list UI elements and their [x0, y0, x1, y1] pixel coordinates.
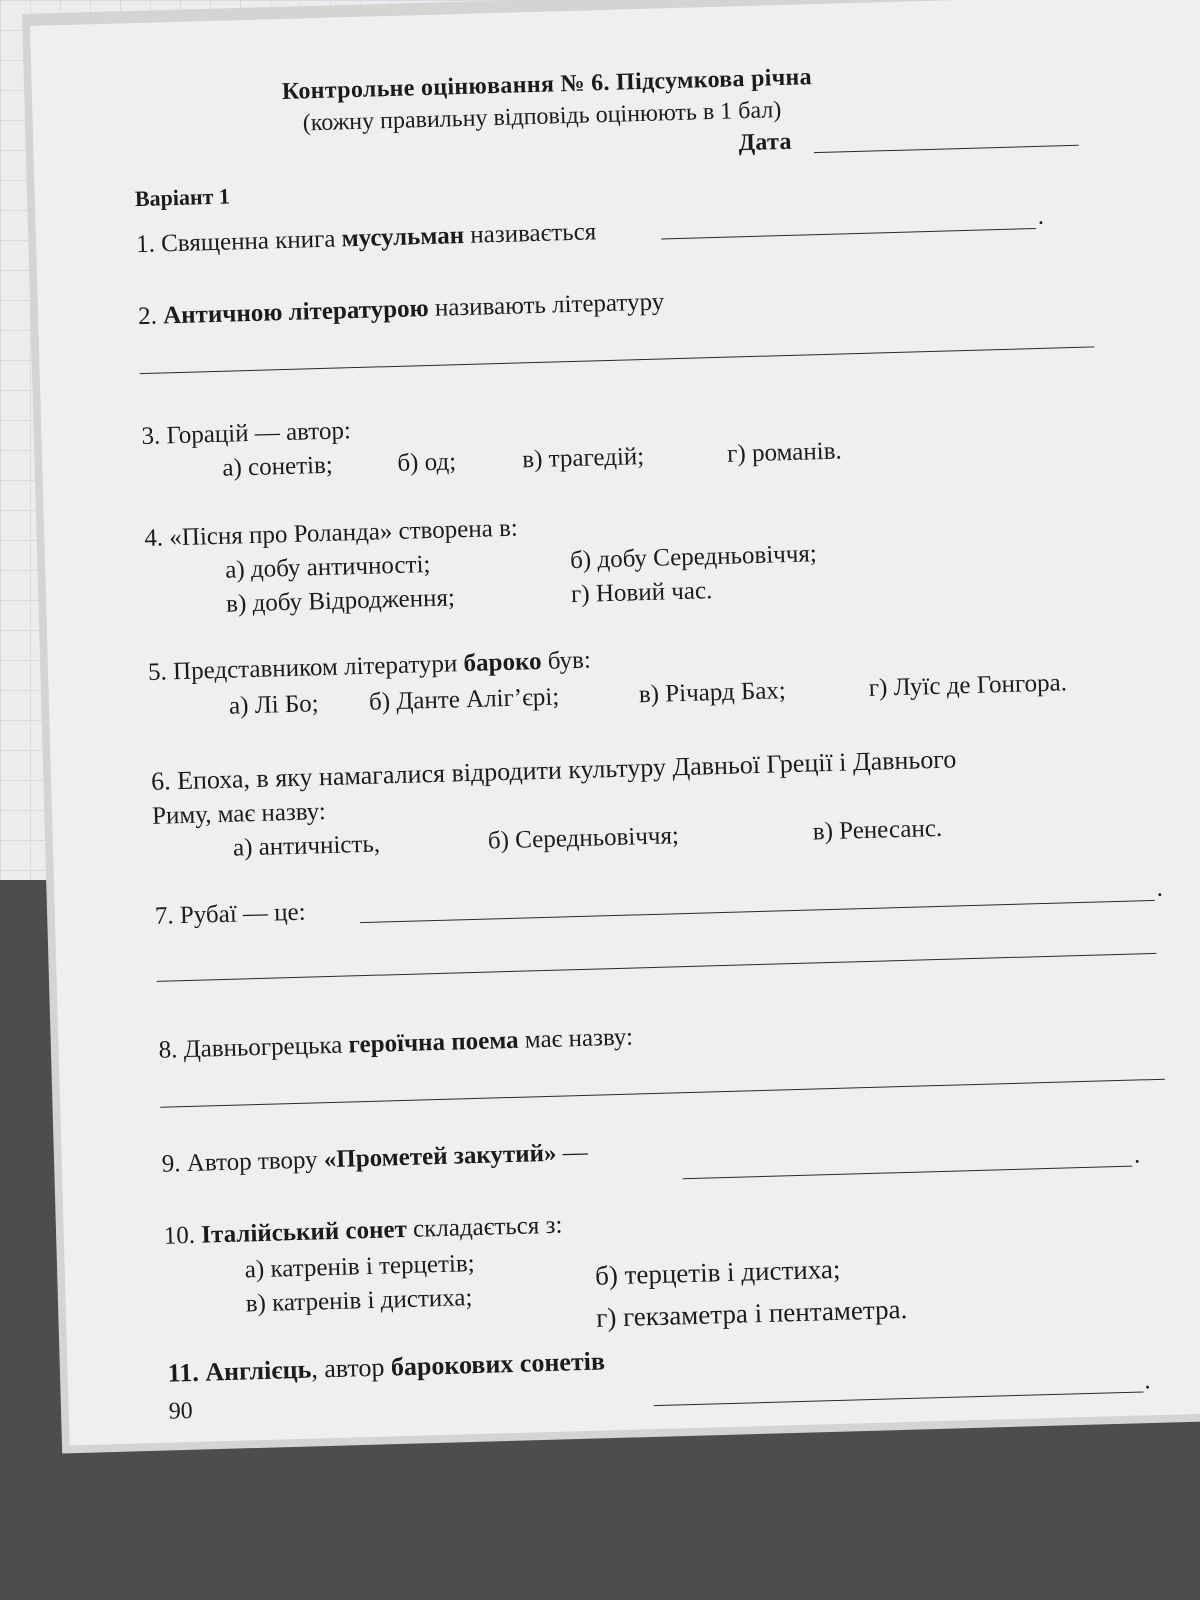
question-8-answer-line[interactable] — [160, 1079, 1165, 1108]
question-1-text: 1. Священна книга — [135, 225, 343, 259]
question-5 — [148, 647, 591, 687]
question-2 — [138, 288, 665, 331]
question-11-bold-2: барокових сонетів — [390, 1346, 606, 1382]
question-1-bold: мусульман — [341, 221, 465, 253]
question-9-text-end: — — [556, 1138, 589, 1167]
question-5-option-b[interactable]: б) Данте Аліг’єрі; — [368, 683, 560, 716]
date-label: Дата — [738, 128, 793, 157]
question-3-option-d[interactable]: г) романів. — [726, 437, 843, 468]
question-6-line-2: Риму, має назву: — [151, 798, 327, 830]
question-2-answer-line[interactable] — [140, 346, 1095, 374]
question-2-bold: Античною літературою — [162, 294, 429, 330]
page-number: 90 — [168, 1398, 194, 1425]
question-6-line-1: 6. Епоха, в яку намагалися відродити культуру Давньої Греції і Давнього — [150, 744, 957, 796]
question-5-text-end: був: — [541, 646, 592, 675]
question-5-option-d[interactable]: г) Луїс де Гонгора. — [868, 669, 1068, 702]
question-11-period: . — [1143, 1367, 1151, 1395]
date-answer-line[interactable] — [814, 145, 1079, 153]
question-11 — [167, 1346, 605, 1388]
question-6-option-b[interactable]: б) Середньовіччя; — [487, 822, 680, 855]
question-3: 3. Горацій — автор: — [141, 417, 352, 451]
worksheet-page — [30, 0, 1200, 1445]
question-2-number: 2. — [137, 302, 164, 331]
question-7-period: . — [1156, 874, 1164, 902]
question-10-option-b[interactable]: б) терцетів і дистиха; — [594, 1253, 841, 1291]
question-4-option-d[interactable]: г) Новий час. — [570, 577, 713, 609]
question-7: 7. Рубаї — це: — [154, 898, 306, 930]
question-8-bold: героїчна поема — [348, 1026, 519, 1059]
question-4: 4. «Пісня про Роланда» створена в: — [143, 514, 519, 553]
question-10-option-a[interactable]: а) катренів і терцетів; — [244, 1250, 476, 1284]
question-9-bold: «Прометей закутий» — [323, 1139, 557, 1174]
question-3-option-c[interactable]: в) трагедій; — [521, 443, 645, 474]
question-6-option-a[interactable]: а) античність, — [232, 830, 381, 862]
question-11-bold-1: Англієць — [204, 1354, 312, 1387]
page-title: Контрольне оцінювання № 6. Підсумкова річна — [281, 64, 813, 105]
question-1-text-end: називається — [463, 218, 597, 249]
question-4-option-c[interactable]: в) добу Відродження; — [225, 584, 456, 618]
question-5-text: 5. Представником літератури — [147, 650, 464, 686]
question-6-option-c[interactable]: в) Ренесанс. — [812, 814, 943, 846]
question-2-text: називають літературу — [428, 288, 665, 322]
question-9 — [161, 1139, 588, 1179]
question-9-text: 9. Автор твору — [161, 1146, 325, 1178]
question-10-number: 10. — [163, 1221, 202, 1250]
question-4-option-a[interactable]: а) добу античності; — [224, 551, 431, 584]
variant-label: Варіант 1 — [134, 183, 231, 212]
question-8-text-end: має назву: — [518, 1023, 634, 1054]
question-1-answer-line[interactable] — [661, 228, 1036, 239]
question-9-answer-line[interactable] — [682, 1166, 1132, 1180]
question-11-answer-line[interactable] — [654, 1391, 1144, 1406]
question-10-bold: Італійський сонет — [200, 1215, 408, 1249]
question-1-period: . — [1037, 202, 1045, 230]
question-11-text: , автор — [310, 1352, 392, 1384]
question-9-period: . — [1133, 1141, 1141, 1169]
question-3-option-b[interactable]: б) од; — [396, 448, 457, 477]
question-8 — [158, 1024, 633, 1065]
question-10 — [163, 1212, 562, 1251]
question-5-option-a[interactable]: а) Лі Бо; — [228, 690, 320, 720]
question-7-answer-line-1[interactable] — [360, 900, 1155, 923]
question-4-option-b[interactable]: б) добу Середньовіччя; — [569, 540, 818, 575]
question-11-number: 11. — [167, 1357, 206, 1388]
question-10-text: складається з: — [406, 1211, 563, 1243]
question-5-option-c[interactable]: в) Річард Бах; — [638, 677, 787, 709]
question-10-option-d[interactable]: г) гекзаметра і пентаметра. — [595, 1294, 908, 1333]
question-5-bold: бароко — [463, 647, 542, 678]
question-10-option-c[interactable]: в) катренів і дистиха; — [245, 1284, 473, 1318]
page-subtitle: (кожну правильну відповідь оцінюють в 1 бал) — [302, 97, 782, 137]
question-8-text: 8. Давньогрецька — [158, 1031, 349, 1064]
question-1 — [136, 218, 597, 259]
question-3-option-a[interactable]: а) сонетів; — [222, 451, 334, 482]
question-7-answer-line-2[interactable] — [157, 953, 1157, 982]
